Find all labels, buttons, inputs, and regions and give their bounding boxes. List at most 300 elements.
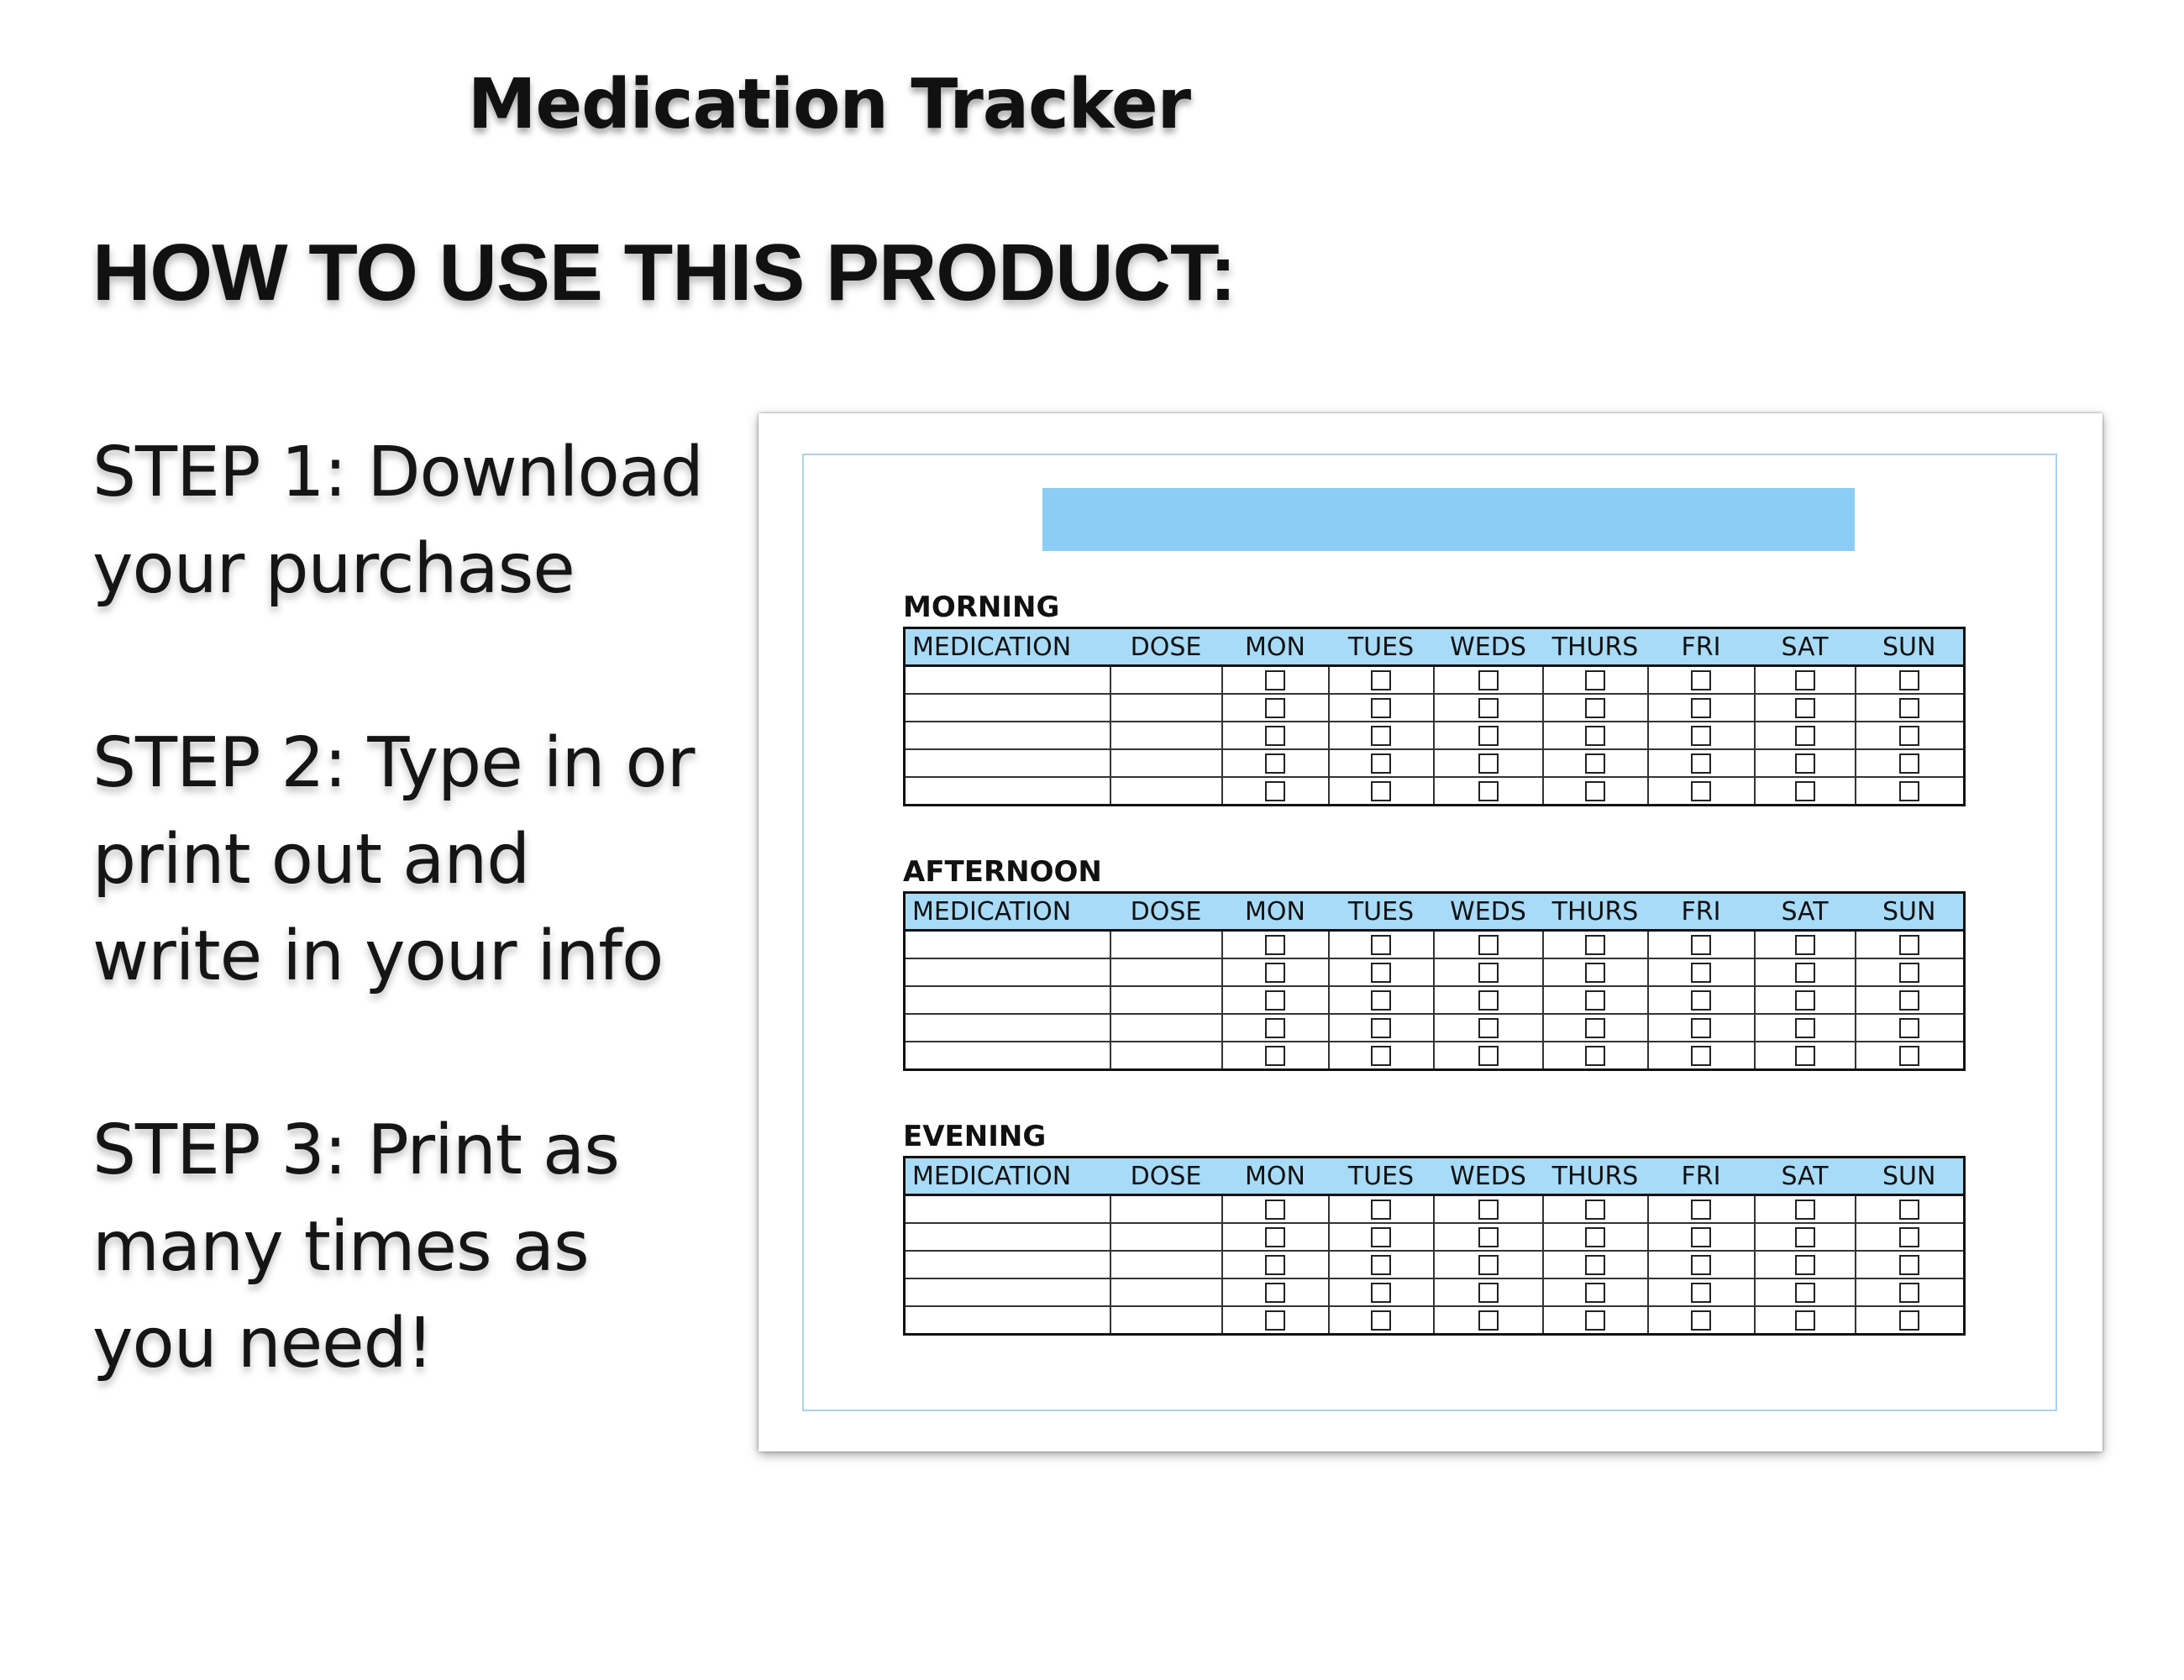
- day-cell: [1755, 1251, 1856, 1278]
- day-cell: [1222, 694, 1329, 722]
- day-cell: [1755, 1278, 1856, 1306]
- day-cell: [1856, 749, 1965, 777]
- day-cell: [1222, 1042, 1329, 1070]
- checkbox[interactable]: [1265, 698, 1285, 718]
- day-cell: [1434, 1251, 1543, 1278]
- day-cell: [1648, 749, 1755, 777]
- tracker-title: Medication Tracker: [467, 65, 1191, 144]
- section-label: MORNING: [903, 591, 1060, 624]
- checkbox[interactable]: [1478, 990, 1499, 1011]
- checkbox[interactable]: [1795, 1046, 1815, 1066]
- day-cell: [1222, 1306, 1329, 1335]
- title-highlight: [1042, 488, 1855, 551]
- column-header: DOSE: [1110, 893, 1222, 931]
- column-header: MON: [1222, 893, 1329, 931]
- dose-cell[interactable]: [1110, 666, 1222, 695]
- day-cell: [1856, 1306, 1965, 1335]
- checkbox[interactable]: [1478, 1200, 1499, 1220]
- checkbox[interactable]: [1899, 1046, 1919, 1066]
- checkbox[interactable]: [1265, 1227, 1285, 1247]
- day-cell: [1222, 958, 1329, 986]
- checkbox[interactable]: [1691, 963, 1711, 983]
- day-cell: [1222, 1014, 1329, 1042]
- checkbox[interactable]: [1899, 1200, 1919, 1220]
- checkbox[interactable]: [1691, 753, 1711, 774]
- checkbox[interactable]: [1795, 1018, 1815, 1038]
- day-cell: [1434, 722, 1543, 749]
- checkbox[interactable]: [1899, 935, 1919, 955]
- day-cell: [1856, 777, 1965, 806]
- column-header: THURS: [1543, 893, 1648, 931]
- column-header: MEDICATION: [905, 628, 1110, 666]
- checkbox[interactable]: [1371, 990, 1391, 1011]
- day-cell: [1648, 1278, 1755, 1306]
- day-cell: [1222, 777, 1329, 806]
- checkbox[interactable]: [1265, 1018, 1285, 1038]
- checkbox[interactable]: [1899, 990, 1919, 1011]
- day-cell: [1856, 722, 1965, 749]
- table-row: [905, 1195, 1965, 1224]
- day-cell: [1434, 958, 1543, 986]
- checkbox[interactable]: [1691, 726, 1711, 746]
- column-header: FRI: [1648, 893, 1755, 931]
- day-cell: [1543, 1042, 1648, 1070]
- table-row: [905, 958, 1965, 986]
- checkbox[interactable]: [1371, 670, 1391, 690]
- day-cell: [1755, 1195, 1856, 1224]
- checkbox[interactable]: [1585, 1046, 1605, 1066]
- dose-cell[interactable]: [1110, 722, 1222, 749]
- step-1-line-1: STEP 1: Download: [92, 433, 703, 512]
- day-cell: [1755, 722, 1856, 749]
- dose-cell[interactable]: [1110, 777, 1222, 806]
- day-cell: [1222, 1251, 1329, 1278]
- day-cell: [1755, 958, 1856, 986]
- checkbox[interactable]: [1371, 1200, 1391, 1220]
- checkbox[interactable]: [1371, 1283, 1391, 1303]
- day-cell: [1434, 749, 1543, 777]
- dose-cell[interactable]: [1110, 1195, 1222, 1224]
- checkbox[interactable]: [1691, 1227, 1711, 1247]
- day-cell: [1543, 1223, 1648, 1251]
- step-2: [92, 715, 731, 1005]
- column-header: MEDICATION: [905, 1158, 1110, 1195]
- table-row: [905, 777, 1965, 806]
- day-cell: [1329, 666, 1434, 695]
- checkbox[interactable]: [1585, 963, 1605, 983]
- checkbox[interactable]: [1691, 698, 1711, 718]
- checkbox[interactable]: [1899, 726, 1919, 746]
- day-cell: [1222, 986, 1329, 1014]
- medication-cell[interactable]: [905, 1306, 1110, 1335]
- dose-cell[interactable]: [1110, 931, 1222, 959]
- day-cell: [1329, 931, 1434, 959]
- checkbox[interactable]: [1265, 1200, 1285, 1220]
- dose-cell[interactable]: [1110, 1223, 1222, 1251]
- day-cell: [1856, 1278, 1965, 1306]
- day-cell: [1329, 694, 1434, 722]
- medication-cell[interactable]: [905, 986, 1110, 1014]
- day-cell: [1543, 749, 1648, 777]
- dose-cell[interactable]: [1110, 958, 1222, 986]
- day-cell: [1755, 749, 1856, 777]
- checkbox[interactable]: [1585, 1310, 1605, 1331]
- page-heading: HOW TO USE THIS PRODUCT:: [92, 228, 1236, 318]
- dose-cell[interactable]: [1110, 1278, 1222, 1306]
- column-header: SAT: [1755, 1158, 1856, 1195]
- checkbox[interactable]: [1265, 1283, 1285, 1303]
- dose-cell[interactable]: [1110, 1042, 1222, 1070]
- column-header: SAT: [1755, 893, 1856, 931]
- day-cell: [1434, 931, 1543, 959]
- day-cell: [1329, 777, 1434, 806]
- checkbox[interactable]: [1371, 1310, 1391, 1331]
- checkbox[interactable]: [1478, 1227, 1499, 1247]
- medication-cell[interactable]: [905, 694, 1110, 722]
- checkbox[interactable]: [1795, 1310, 1815, 1331]
- day-cell: [1222, 749, 1329, 777]
- day-cell: [1543, 694, 1648, 722]
- day-cell: [1648, 1306, 1755, 1335]
- header-row: [905, 893, 1965, 931]
- day-cell: [1329, 1014, 1434, 1042]
- checkbox[interactable]: [1899, 1283, 1919, 1303]
- column-header: DOSE: [1110, 628, 1222, 666]
- column-header: WEDS: [1434, 893, 1543, 931]
- day-cell: [1543, 958, 1648, 986]
- checkbox[interactable]: [1795, 1200, 1815, 1220]
- checkbox[interactable]: [1585, 935, 1605, 955]
- checkbox[interactable]: [1795, 1227, 1815, 1247]
- checkbox[interactable]: [1585, 753, 1605, 774]
- day-cell: [1329, 986, 1434, 1014]
- checkbox[interactable]: [1265, 1310, 1285, 1331]
- dose-cell[interactable]: [1110, 1014, 1222, 1042]
- medication-cell[interactable]: [905, 1014, 1110, 1042]
- day-cell: [1543, 666, 1648, 695]
- checkbox[interactable]: [1585, 1227, 1605, 1247]
- checkbox[interactable]: [1795, 670, 1815, 690]
- checkbox[interactable]: [1265, 935, 1285, 955]
- dose-cell[interactable]: [1110, 1251, 1222, 1278]
- day-cell: [1856, 1223, 1965, 1251]
- header-row: [905, 628, 1965, 666]
- table-row: [905, 1223, 1965, 1251]
- table-row: [905, 666, 1965, 695]
- day-cell: [1222, 666, 1329, 695]
- column-header: WEDS: [1434, 628, 1543, 666]
- day-cell: [1222, 1195, 1329, 1224]
- checkbox[interactable]: [1691, 1018, 1711, 1038]
- day-cell: [1434, 1014, 1543, 1042]
- checkbox[interactable]: [1265, 670, 1285, 690]
- day-cell: [1543, 931, 1648, 959]
- checkbox[interactable]: [1585, 990, 1605, 1011]
- table-row: [905, 694, 1965, 722]
- checkbox[interactable]: [1265, 1255, 1285, 1275]
- day-cell: [1434, 1306, 1543, 1335]
- checkbox[interactable]: [1478, 963, 1499, 983]
- step-3: [92, 1102, 731, 1392]
- step-1: [92, 424, 731, 617]
- medication-cell[interactable]: [905, 749, 1110, 777]
- checkbox[interactable]: [1795, 753, 1815, 774]
- medication-cell[interactable]: [905, 931, 1110, 959]
- day-cell: [1755, 986, 1856, 1014]
- day-cell: [1648, 986, 1755, 1014]
- day-cell: [1648, 1014, 1755, 1042]
- dose-cell[interactable]: [1110, 749, 1222, 777]
- column-header: MON: [1222, 628, 1329, 666]
- checkbox[interactable]: [1371, 1046, 1391, 1066]
- day-cell: [1856, 958, 1965, 986]
- checkbox[interactable]: [1691, 1283, 1711, 1303]
- column-header: SUN: [1856, 628, 1965, 666]
- tracker-table: [903, 891, 1966, 1071]
- day-cell: [1543, 1014, 1648, 1042]
- day-cell: [1543, 722, 1648, 749]
- checkbox[interactable]: [1899, 1018, 1919, 1038]
- checkbox[interactable]: [1478, 1018, 1499, 1038]
- checkbox[interactable]: [1899, 698, 1919, 718]
- checkbox[interactable]: [1899, 1227, 1919, 1247]
- table-row: [905, 986, 1965, 1014]
- day-cell: [1543, 986, 1648, 1014]
- checkbox[interactable]: [1795, 963, 1815, 983]
- checkbox[interactable]: [1371, 1018, 1391, 1038]
- checkbox[interactable]: [1371, 1227, 1391, 1247]
- day-cell: [1856, 1251, 1965, 1278]
- day-cell: [1856, 694, 1965, 722]
- dose-cell[interactable]: [1110, 986, 1222, 1014]
- table-row: [905, 1306, 1965, 1335]
- checkbox[interactable]: [1478, 698, 1499, 718]
- table-row: [905, 722, 1965, 749]
- column-header: THURS: [1543, 628, 1648, 666]
- day-cell: [1856, 986, 1965, 1014]
- checkbox[interactable]: [1478, 1310, 1499, 1331]
- day-cell: [1329, 1251, 1434, 1278]
- checkbox[interactable]: [1585, 670, 1605, 690]
- day-cell: [1648, 777, 1755, 806]
- column-header: TUES: [1329, 893, 1434, 931]
- section-label: EVENING: [903, 1120, 1047, 1153]
- checkbox[interactable]: [1478, 1283, 1499, 1303]
- medication-cell[interactable]: [905, 666, 1110, 695]
- section-label: AFTERNOON: [903, 855, 1102, 889]
- checkbox[interactable]: [1691, 670, 1711, 690]
- checkbox[interactable]: [1795, 698, 1815, 718]
- checkbox[interactable]: [1371, 781, 1391, 801]
- day-cell: [1755, 1306, 1856, 1335]
- column-header: SAT: [1755, 628, 1856, 666]
- table-row: [905, 1278, 1965, 1306]
- checkbox[interactable]: [1371, 963, 1391, 983]
- day-cell: [1648, 694, 1755, 722]
- step-2-line-2: print out and: [92, 820, 530, 900]
- day-cell: [1543, 1195, 1648, 1224]
- day-cell: [1856, 1014, 1965, 1042]
- dose-cell[interactable]: [1110, 694, 1222, 722]
- day-cell: [1543, 1306, 1648, 1335]
- step-3-line-3: you need!: [92, 1304, 433, 1383]
- step-3-line-2: many times as: [92, 1207, 589, 1287]
- checkbox[interactable]: [1478, 753, 1499, 774]
- table-row: [905, 749, 1965, 777]
- checkbox[interactable]: [1795, 781, 1815, 801]
- checkbox[interactable]: [1899, 1255, 1919, 1275]
- checkbox[interactable]: [1899, 753, 1919, 774]
- day-cell: [1543, 777, 1648, 806]
- column-header: WEDS: [1434, 1158, 1543, 1195]
- day-cell: [1329, 749, 1434, 777]
- checkbox[interactable]: [1478, 781, 1499, 801]
- column-header: FRI: [1648, 1158, 1755, 1195]
- table-row: [905, 1251, 1965, 1278]
- column-header: MON: [1222, 1158, 1329, 1195]
- checkbox[interactable]: [1899, 963, 1919, 983]
- checkbox[interactable]: [1371, 726, 1391, 746]
- checkbox[interactable]: [1691, 1200, 1711, 1220]
- steps-list: [92, 424, 731, 1489]
- checkbox[interactable]: [1478, 1255, 1499, 1275]
- medication-cell[interactable]: [905, 1251, 1110, 1278]
- medication-cell[interactable]: [905, 1042, 1110, 1070]
- column-header: DOSE: [1110, 1158, 1222, 1195]
- checkbox[interactable]: [1691, 781, 1711, 801]
- checkbox[interactable]: [1478, 670, 1499, 690]
- day-cell: [1434, 777, 1543, 806]
- day-cell: [1755, 1223, 1856, 1251]
- checkbox[interactable]: [1265, 990, 1285, 1011]
- day-cell: [1329, 1195, 1434, 1224]
- medication-cell[interactable]: [905, 1278, 1110, 1306]
- checkbox[interactable]: [1371, 753, 1391, 774]
- day-cell: [1648, 1251, 1755, 1278]
- checkbox[interactable]: [1265, 753, 1285, 774]
- step-1-line-2: your purchase: [92, 529, 575, 609]
- checkbox[interactable]: [1478, 935, 1499, 955]
- checkbox[interactable]: [1371, 698, 1391, 718]
- day-cell: [1434, 1223, 1543, 1251]
- day-cell: [1543, 1251, 1648, 1278]
- dose-cell[interactable]: [1110, 1306, 1222, 1335]
- checkbox[interactable]: [1585, 1283, 1605, 1303]
- day-cell: [1329, 1278, 1434, 1306]
- checkbox[interactable]: [1585, 1200, 1605, 1220]
- day-cell: [1755, 666, 1856, 695]
- day-cell: [1648, 1042, 1755, 1070]
- day-cell: [1755, 1042, 1856, 1070]
- day-cell: [1648, 1195, 1755, 1224]
- checkbox[interactable]: [1585, 1018, 1605, 1038]
- section-evening: [903, 1117, 1963, 1336]
- checkbox[interactable]: [1478, 1046, 1499, 1066]
- day-cell: [1329, 958, 1434, 986]
- day-cell: [1755, 777, 1856, 806]
- checkbox[interactable]: [1795, 726, 1815, 746]
- day-cell: [1329, 1223, 1434, 1251]
- checkbox[interactable]: [1691, 1255, 1711, 1275]
- day-cell: [1648, 958, 1755, 986]
- day-cell: [1648, 931, 1755, 959]
- header-row: [905, 1158, 1965, 1195]
- column-header: THURS: [1543, 1158, 1648, 1195]
- checkbox[interactable]: [1691, 990, 1711, 1011]
- column-header: TUES: [1329, 1158, 1434, 1195]
- day-cell: [1434, 986, 1543, 1014]
- checkbox[interactable]: [1795, 990, 1815, 1011]
- table-row: [905, 931, 1965, 959]
- medication-cell[interactable]: [905, 777, 1110, 806]
- step-3-line-1: STEP 3: Print as: [92, 1110, 619, 1190]
- column-header: SUN: [1856, 1158, 1965, 1195]
- medication-cell[interactable]: [905, 958, 1110, 986]
- medication-cell[interactable]: [905, 1195, 1110, 1224]
- day-cell: [1434, 1195, 1543, 1224]
- day-cell: [1222, 931, 1329, 959]
- table-row: [905, 1042, 1965, 1070]
- day-cell: [1856, 1195, 1965, 1224]
- checkbox[interactable]: [1691, 935, 1711, 955]
- checkbox[interactable]: [1265, 1046, 1285, 1066]
- checkbox[interactable]: [1478, 726, 1499, 746]
- checkbox[interactable]: [1899, 1310, 1919, 1331]
- checkbox[interactable]: [1265, 963, 1285, 983]
- checkbox[interactable]: [1795, 1283, 1815, 1303]
- checkbox[interactable]: [1585, 726, 1605, 746]
- checkbox[interactable]: [1585, 698, 1605, 718]
- day-cell: [1648, 666, 1755, 695]
- day-cell: [1856, 931, 1965, 959]
- day-cell: [1329, 1306, 1434, 1335]
- day-cell: [1329, 1042, 1434, 1070]
- tracker-table: [903, 1156, 1966, 1336]
- day-cell: [1222, 1278, 1329, 1306]
- checkbox[interactable]: [1795, 1255, 1815, 1275]
- day-cell: [1755, 1014, 1856, 1042]
- day-cell: [1755, 694, 1856, 722]
- column-header: MEDICATION: [905, 893, 1110, 931]
- checkbox[interactable]: [1795, 935, 1815, 955]
- checkbox[interactable]: [1691, 1310, 1711, 1331]
- column-header: TUES: [1329, 628, 1434, 666]
- day-cell: [1856, 666, 1965, 695]
- checkbox[interactable]: [1585, 781, 1605, 801]
- day-cell: [1434, 1278, 1543, 1306]
- checkbox[interactable]: [1899, 670, 1919, 690]
- checkbox[interactable]: [1371, 935, 1391, 955]
- section-afternoon: [903, 853, 1963, 1071]
- checkbox[interactable]: [1899, 781, 1919, 801]
- tracker-table: [903, 627, 1966, 806]
- day-cell: [1434, 666, 1543, 695]
- day-cell: [1648, 722, 1755, 749]
- checkbox[interactable]: [1265, 726, 1285, 746]
- medication-cell[interactable]: [905, 722, 1110, 749]
- checkbox[interactable]: [1585, 1255, 1605, 1275]
- day-cell: [1329, 722, 1434, 749]
- checkbox[interactable]: [1265, 781, 1285, 801]
- day-cell: [1543, 1278, 1648, 1306]
- checkbox[interactable]: [1371, 1255, 1391, 1275]
- day-cell: [1648, 1223, 1755, 1251]
- medication-cell[interactable]: [905, 1223, 1110, 1251]
- day-cell: [1755, 931, 1856, 959]
- step-2-line-1: STEP 2: Type in or: [92, 723, 695, 803]
- checkbox[interactable]: [1691, 1046, 1711, 1066]
- column-header: FRI: [1648, 628, 1755, 666]
